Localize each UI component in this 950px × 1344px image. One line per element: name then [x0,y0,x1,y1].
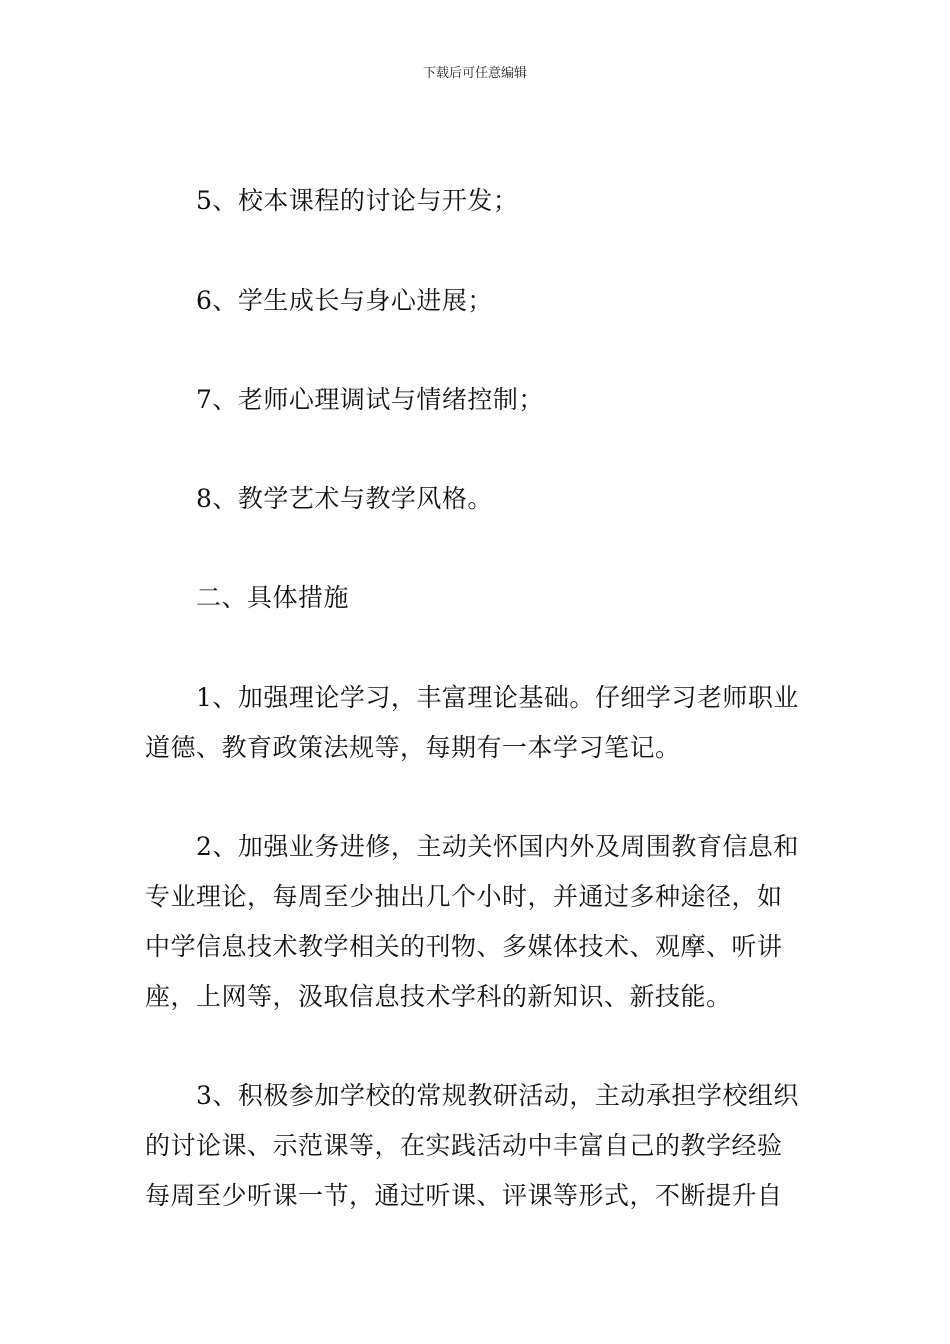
measure-3-line-2: 的讨论课、示范课等，在实践活动中丰富自己的教学经验 [145,1131,783,1160]
page-header-note: 下载后可任意编辑 [422,66,527,81]
section-heading: 二、具体措施 [196,583,350,612]
measure-2-line-1: 2、加强业务进修，主动关怀国内外及周围教育信息和 [196,832,799,861]
measure-2-line-3: 中学信息技术教学相关的刊物、多媒体技术、观摩、听讲 [145,932,783,961]
list-item-5: 5、校本课程的讨论与开发； [196,186,519,215]
list-item-7: 7、老师心理调试与情绪控制； [196,385,544,414]
measure-3-line-1: 3、积极参加学校的常规教研活动，主动承担学校组织 [196,1081,799,1110]
list-item-8: 8、教学艺术与教学风格。 [196,484,493,513]
measure-2-line-2: 专业理论，每周至少抽出几个小时，并通过多种途径，如 [145,882,783,911]
measure-1-line-2: 道德、教育政策法规等，每期有一本学习笔记。 [145,733,681,762]
list-item-6: 6、学生成长与身心进展； [196,286,493,315]
measure-2-line-4: 座，上网等，汲取信息技术学科的新知识、新技能。 [145,982,732,1011]
measure-1-line-1: 1、加强理论学习，丰富理论基础。仔细学习老师职业 [196,683,799,712]
measure-3-line-3: 每周至少听课一节，通过听课、评课等形式，不断提升自 [145,1181,783,1210]
